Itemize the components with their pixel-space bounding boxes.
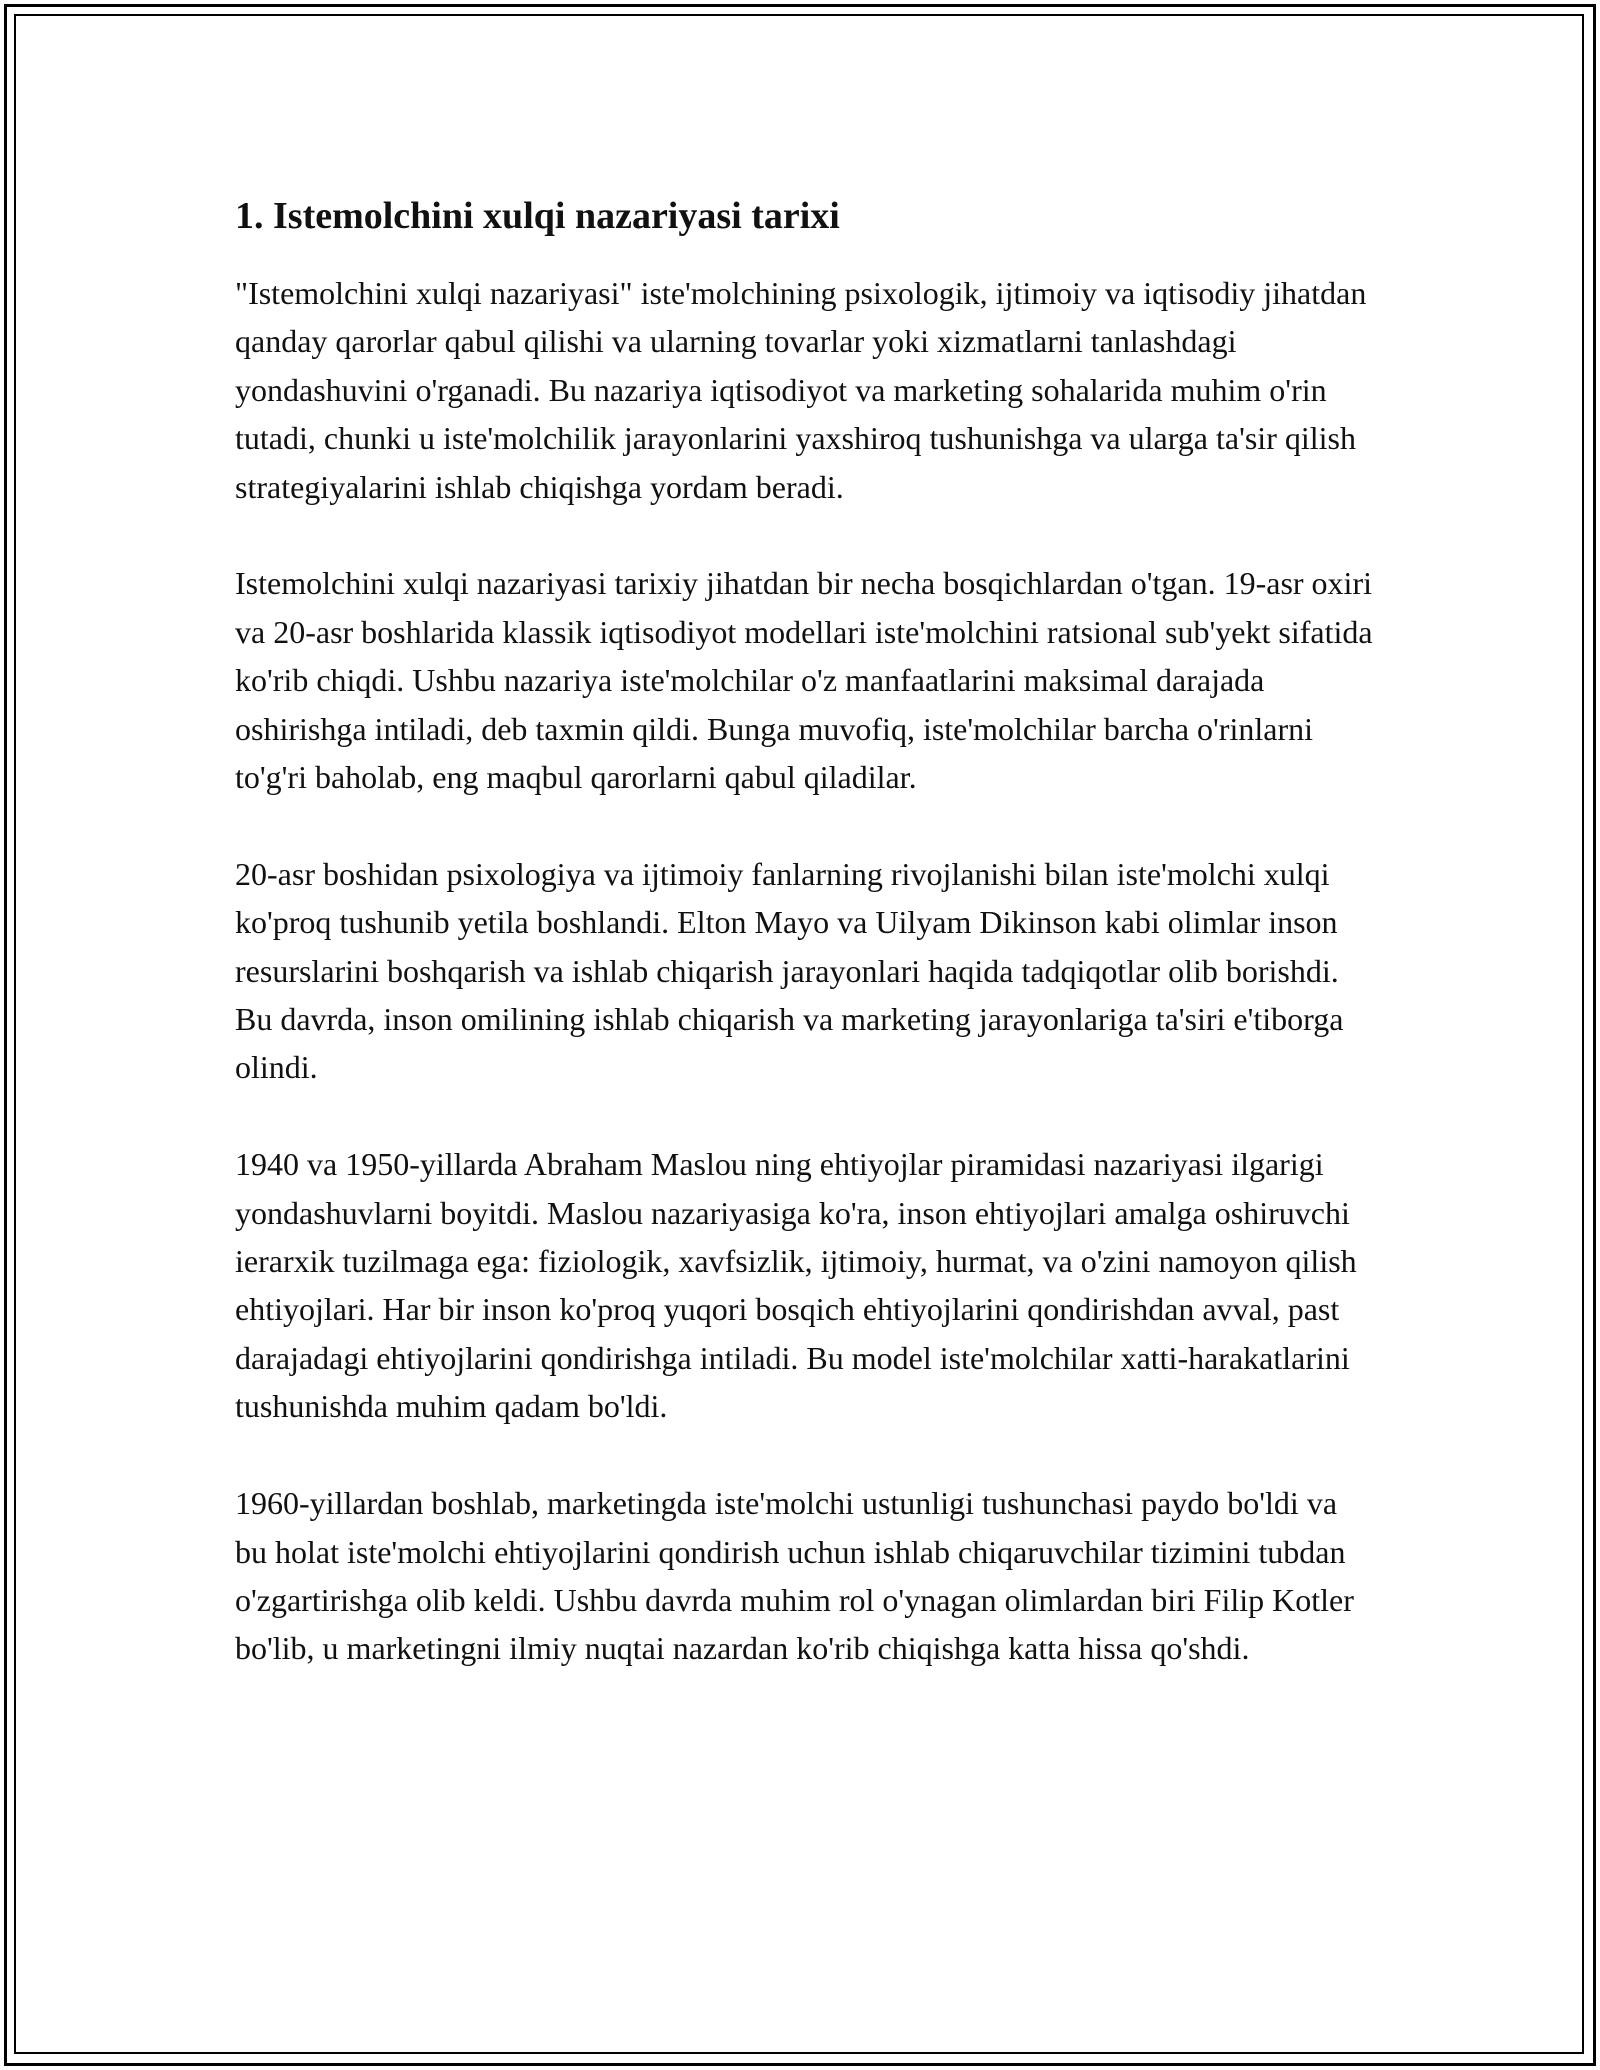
paragraph-1: "Istemolchini xulqi nazariyasi" iste'molchining psixologik, ijtimoiy va iqtisodiy jihatdan qanday qarorlar qabul qilishi va ularning tovarlar yoki xizmatlarni tanlashdagi yondashuvini o'rganadi. Bu nazariya iqtisodiyot va marketing sohalarida muhim o'rin tutadi, chunki u iste'molchilik jarayonlarini yaxshiroq tushunishga va ularga ta'sir qilish strategiyalarini ishlab chiqishga yordam beradi. [235, 275, 1367, 505]
paragraph-4: 1940 va 1950-yillarda Abraham Maslou ning ehtiyojlar piramidasi nazariyasi ilgarigi yondashuvlarni boyitdi. Maslou nazariyasiga ko'ra, inson ehtiyojlari amalga oshiruvchi ierarxik tuzilmaga ega: fiziologik, xavfsizlik, ijtimoiy, hurmat, va o'zini namoyon qilish ehtiyojlari. Har bir inson ko'proq yuqori bosqich ehtiyojlarini qondirishdan avval, past darajadagi ehtiyojlarini qondirishga intiladi. Bu model iste'molchilar xatti-harakatlarini tushunishda muhim qadam bo'ldi. [235, 1146, 1357, 1425]
paragraph-2: Istemolchini xulqi nazariyasi tarixiy jihatdan bir necha bosqichlardan o'tgan. 19-asr oxiri va 20-asr boshlarida klassik iqtisodiyot modellari iste'molchini ratsional sub'yekt sifatida ko'rib chiqdi. Ushbu nazariya iste'molchilar o'z manfaatlarini maksimal darajada oshirishga intiladi, deb taxmin qildi. Bunga muvofiq, iste'molchilar barcha o'rinlarni to'g'ri baholab, eng maqbul qarorlarni qabul qiladilar. [235, 565, 1373, 796]
paragraph-3: 20-asr boshidan psixologiya va ijtimoiy fanlarning rivojlanishi bilan iste'molchi xulqi ko'proq tushunib yetila boshlandi. Elton Mayo va Uilyam Dikinson kabi olimlar inson resurslarini boshqarish va ishlab chiqarish jarayonlari haqida tadqiqotlar olib borishdi. Bu davrda, inson omilining ishlab chiqarish va marketing jarayonlariga ta'siri e'tiborga olindi. [235, 855, 1344, 1086]
section-heading: 1. Istemolchini xulqi nazariyasi tarixi [235, 195, 840, 237]
document-body [235, 185, 1375, 1721]
paragraph-5: 1960-yillardan boshlab, marketingda iste'molchi ustunligi tushunchasi paydo bo'ldi va bu holat iste'molchi ehtiyojlarini qondirish uchun ishlab chiqaruvchilar tizimini tubdan o'zgartirishga olib keldi. Ushbu davrda muhim rol o'ynagan olimlardan biri Filip Kotler bo'lib, u marketingni ilmiy nuqtai nazardan ko'rib chiqishga katta hissa qo'shdi. [235, 1485, 1354, 1667]
